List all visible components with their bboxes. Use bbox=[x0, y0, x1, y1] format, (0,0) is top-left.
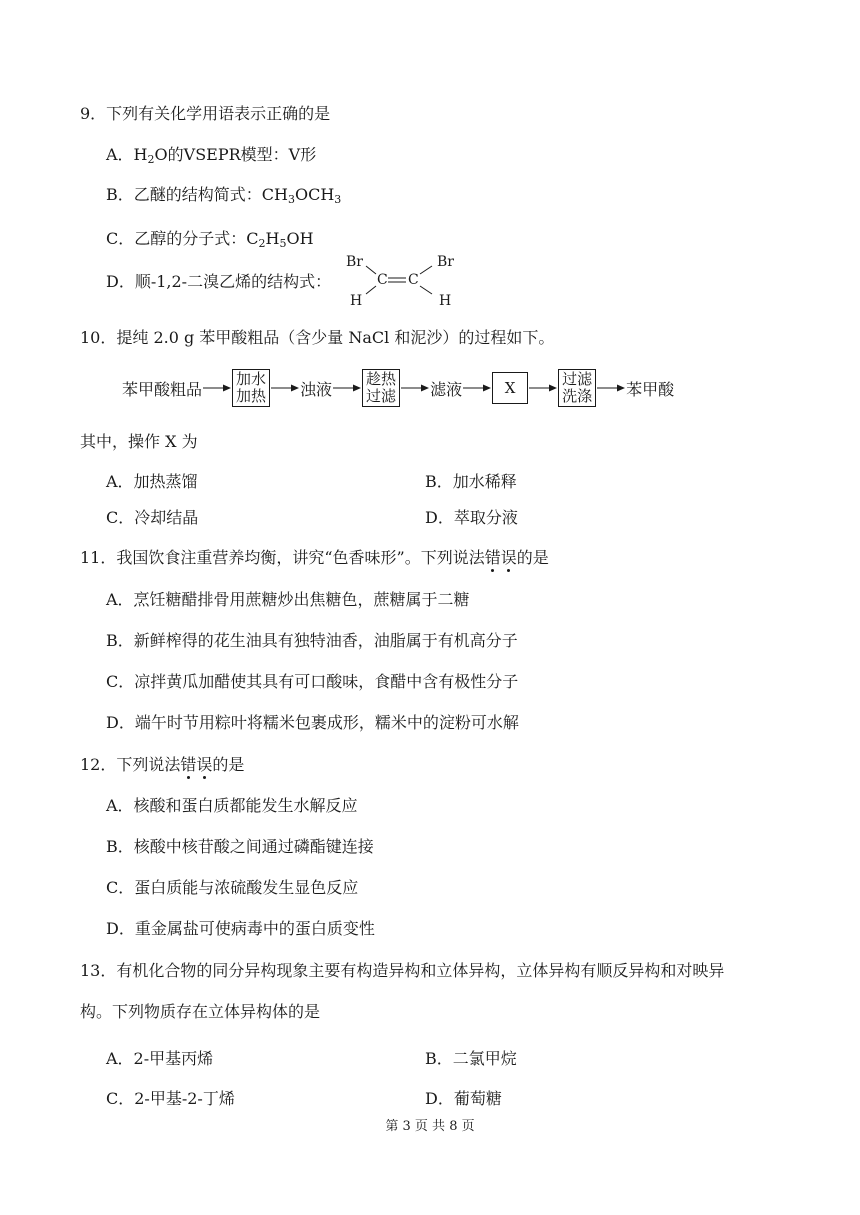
carbon-label-right: C bbox=[408, 272, 419, 288]
emphasis-char: 误 bbox=[196, 755, 213, 774]
flow-filtrate: 滤液 bbox=[430, 379, 463, 399]
q11-option-b: B．新鲜榨得的花生油具有独特油香，油脂属于有机高分子 bbox=[106, 631, 518, 650]
q9-option-a: A．$H_2O$的VSEPR模型：V形 bbox=[106, 145, 317, 166]
emphasis-char: 误 bbox=[500, 548, 517, 567]
q12-option-a: A．核酸和蛋白质都能发生水解反应 bbox=[106, 796, 358, 815]
arrow-right-icon bbox=[332, 383, 362, 393]
page-footer: 第 3 页 共 8 页 bbox=[385, 1119, 475, 1134]
q10-tail: 其中，操作 X 为 bbox=[80, 432, 198, 451]
arrow-right-icon bbox=[270, 383, 300, 393]
q12-option-b: B．核酸中核苷酸之间通过磷酯键连接 bbox=[106, 837, 374, 856]
q11-stem: 11．我国饮食注重营养均衡，讲究“色香味形”。下列说法错误的是 bbox=[80, 548, 549, 567]
q13-option-d: D．葡萄糖 bbox=[425, 1089, 502, 1108]
flow-end: 苯甲酸 bbox=[626, 379, 675, 399]
q13-option-c: C．2-甲基-2-丁烯 bbox=[106, 1089, 235, 1108]
q12-option-c: C．蛋白质能与浓硫酸发生显色反应 bbox=[106, 878, 359, 897]
arrow-right-icon bbox=[596, 383, 626, 393]
bromine-label-right: Br bbox=[437, 254, 454, 270]
q10-stem: 10．提纯 2.0 g 苯甲酸粗品（含少量 NaCl 和泥沙）的过程如下。 bbox=[80, 328, 555, 347]
arrow-right-icon bbox=[528, 383, 558, 393]
q9-option-c: C．乙醇的分子式：$C_2H_5OH$ bbox=[106, 229, 314, 250]
step-box-filter-wash: 过滤 洗涤 bbox=[558, 369, 596, 407]
cis-dibromoethene-structure bbox=[340, 254, 470, 310]
flow-turbid-liquid: 浊液 bbox=[300, 379, 333, 399]
emphasis-char: 错 bbox=[484, 548, 501, 567]
q13-stem-line2: 构。下列物质存在立体异构体的是 bbox=[80, 1002, 321, 1021]
step-box-x: X bbox=[492, 372, 528, 404]
q11-option-c: C．凉拌黄瓜加醋使其具有可口酸味，食醋中含有极性分子 bbox=[106, 672, 519, 691]
q10-option-b: B．加水稀释 bbox=[425, 472, 517, 491]
q11-option-a: A．烹饪糖醋排骨用蔗糖炒出焦糖色，蔗糖属于二糖 bbox=[106, 590, 470, 609]
hydrogen-label-left: H bbox=[350, 293, 363, 309]
arrow-right-icon bbox=[462, 383, 492, 393]
q11-option-d: D．端午时节用粽叶将糯米包裹成形，糯米中的淀粉可水解 bbox=[106, 713, 519, 732]
q12-stem: 12．下列说法错误的是 bbox=[80, 755, 245, 774]
q13-stem-line1: 13．有机化合物的同分异构现象主要有构造异构和立体异构，立体异构有顺反异构和对映异 bbox=[80, 961, 725, 980]
q10-option-a: A．加热蒸馏 bbox=[106, 472, 198, 491]
hydrogen-label-right: H bbox=[439, 293, 452, 309]
arrow-right-icon bbox=[400, 383, 430, 393]
step-box-hot-filter: 趁热 过滤 bbox=[362, 369, 400, 407]
q9-stem: 9．下列有关化学用语表示正确的是 bbox=[80, 104, 331, 123]
q9-option-b: B．乙醚的结构简式：$CH_3OCH_3$ bbox=[106, 185, 342, 206]
q13-option-a: A．2-甲基丙烯 bbox=[106, 1049, 214, 1068]
bromine-label-left: Br bbox=[346, 254, 363, 270]
purification-flowchart bbox=[122, 366, 674, 410]
q12-option-d: D．重金属盐可使病毒中的蛋白质变性 bbox=[106, 919, 375, 938]
q13-option-b: B．二氯甲烷 bbox=[425, 1049, 517, 1068]
step-box-heat: 加水 加热 bbox=[232, 369, 270, 407]
q9-option-d: D．顺-1,2-二溴乙烯的结构式： bbox=[106, 272, 332, 291]
q10-option-c: C．冷却结晶 bbox=[106, 508, 199, 527]
carbon-label-left: C bbox=[377, 272, 388, 288]
flow-start: 苯甲酸粗品 bbox=[122, 379, 203, 399]
q10-option-d: D．萃取分液 bbox=[425, 508, 518, 527]
arrow-right-icon bbox=[202, 383, 232, 393]
emphasis-char: 错 bbox=[180, 755, 197, 774]
